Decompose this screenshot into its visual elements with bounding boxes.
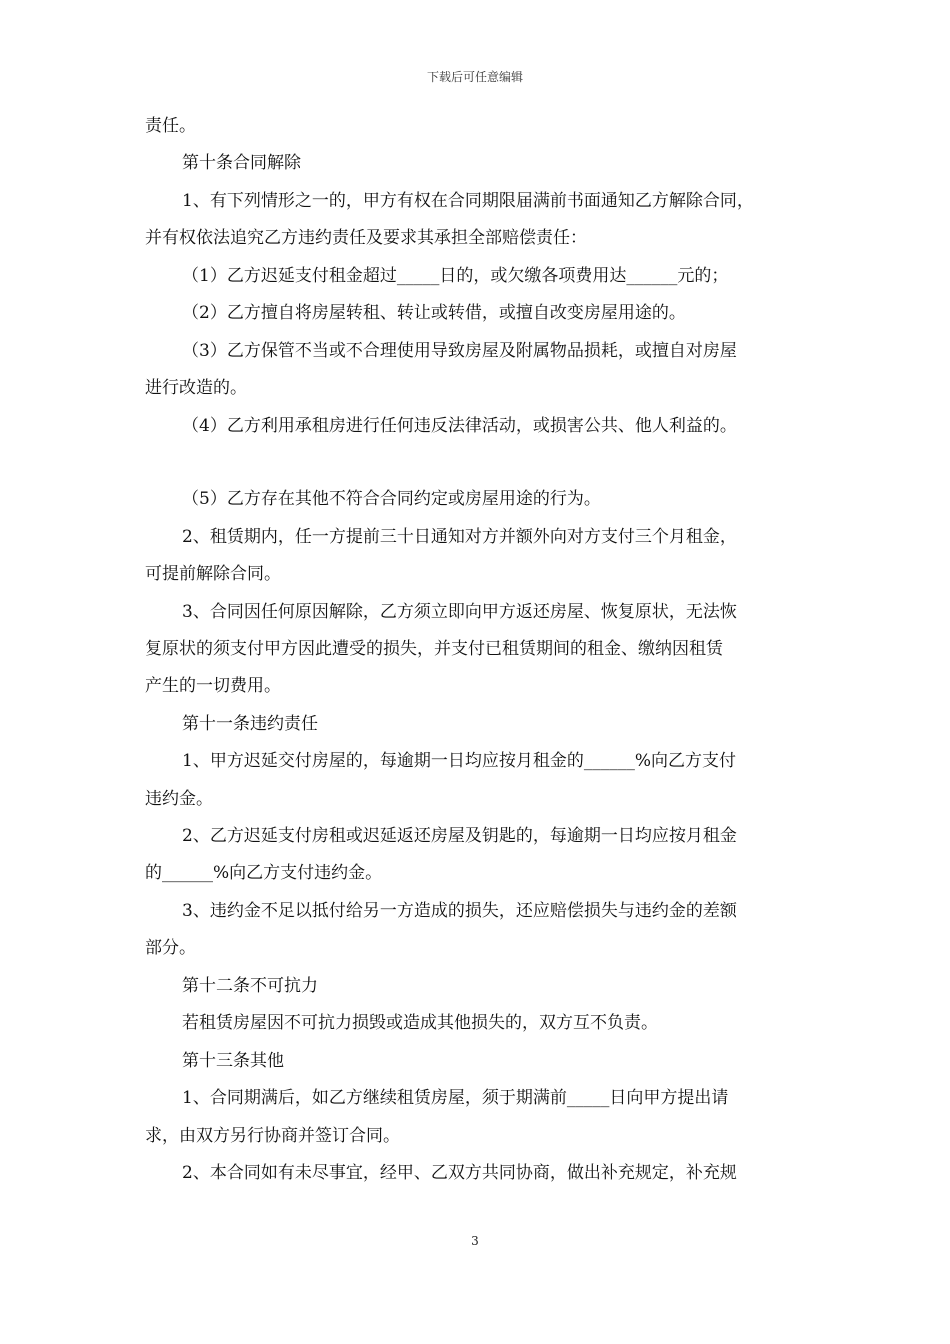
text-line: 第十二条不可抗力 xyxy=(182,976,318,996)
text-line: 违约金。 xyxy=(145,789,213,809)
text-line: 2、本合同如有未尽事宜，经甲、乙双方共同协商，做出补充规定，补充规 xyxy=(182,1163,737,1183)
text-line: 第十三条其他 xyxy=(182,1051,284,1071)
text-line: 进行改造的。 xyxy=(145,378,247,398)
text-line: （1）乙方迟延支付租金超过_____日的，或欠缴各项费用达______元的； xyxy=(182,266,729,286)
text-line: （3）乙方保管不当或不合理使用导致房屋及附属物品损耗，或擅自对房屋 xyxy=(182,341,737,361)
text-line: 3、违约金不足以抵付给另一方造成的损失，还应赔偿损失与违约金的差额 xyxy=(182,901,737,921)
page-header: 下载后可任意编辑 xyxy=(426,70,523,84)
text-line: 1、甲方迟延交付房屋的，每逾期一日均应按月租金的______%向乙方支付 xyxy=(182,751,736,771)
text-line: 部分。 xyxy=(145,938,196,958)
text-line: 产生的一切费用。 xyxy=(145,676,281,696)
text-line: 求，由双方另行协商并签订合同。 xyxy=(145,1126,400,1146)
text-line: 第十条合同解除 xyxy=(182,153,301,173)
text-line: 并有权依法追究乙方违约责任及要求其承担全部赔偿责任： xyxy=(145,228,587,248)
text-line: （4）乙方利用承租房进行任何违反法律活动，或损害公共、他人利益的。 xyxy=(182,416,737,436)
text-line: 3、合同因任何原因解除，乙方须立即向甲方返还房屋、恢复原状，无法恢 xyxy=(182,602,737,622)
text-line: 2、租赁期内，任一方提前三十日通知对方并额外向对方支付三个月租金， xyxy=(182,527,737,547)
text-line: （2）乙方擅自将房屋转租、转让或转借，或擅自改变房屋用途的。 xyxy=(182,303,686,323)
page-number: 3 xyxy=(471,1234,479,1248)
text-line: 1、有下列情形之一的，甲方有权在合同期限届满前书面通知乙方解除合同， xyxy=(182,191,754,211)
text-line: 2、乙方迟延支付房租或迟延返还房屋及钥匙的，每逾期一日均应按月租金 xyxy=(182,826,737,846)
text-line: 复原状的须支付甲方因此遭受的损失，并支付已租赁期间的租金、缴纳因租赁 xyxy=(145,639,723,659)
text-line: 可提前解除合同。 xyxy=(145,564,281,584)
text-line: 的______%向乙方支付违约金。 xyxy=(145,863,383,883)
text-line: 若租赁房屋因不可抗力损毁或造成其他损失的，双方互不负责。 xyxy=(182,1013,658,1033)
text-line: 责任。 xyxy=(145,116,196,136)
text-line: （5）乙方存在其他不符合合同约定或房屋用途的行为。 xyxy=(182,489,601,509)
text-line: 1、合同期满后，如乙方继续租赁房屋，须于期满前_____日向甲方提出请 xyxy=(182,1088,729,1108)
text-line: 第十一条违约责任 xyxy=(182,714,318,734)
